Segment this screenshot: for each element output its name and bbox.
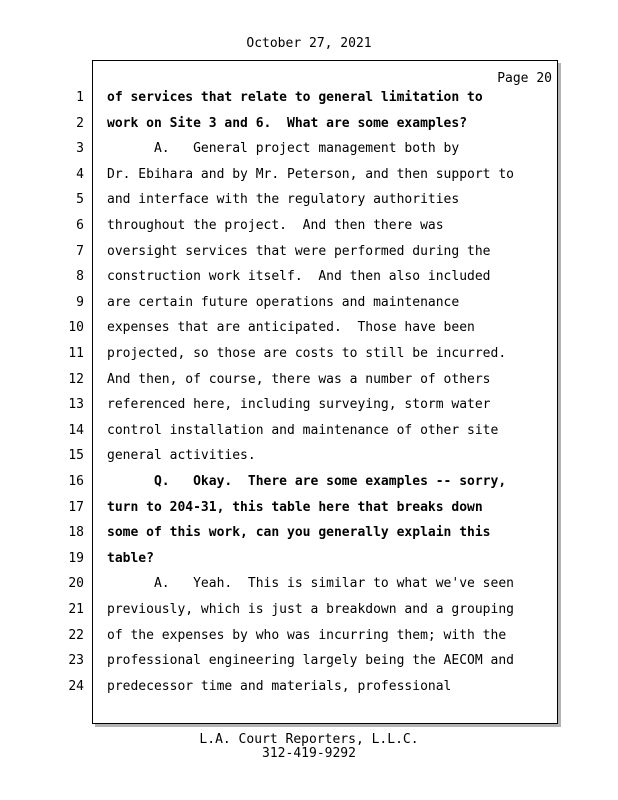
line-text: Dr. Ebihara and by Mr. Peterson, and then support to: [107, 166, 514, 182]
line-text: work on Site 3 and 6. What are some examples?: [107, 115, 468, 131]
line-text: And then, of course, there was a number of others: [107, 371, 491, 387]
footer-company: L.A. Court Reporters, L.L.C.: [199, 732, 419, 747]
transcript-line: [0, 551, 618, 577]
transcript-line: [0, 653, 618, 679]
line-number: 8: [76, 269, 84, 285]
line-number: 16: [68, 474, 84, 489]
transcript-line: [0, 295, 618, 321]
line-number: 5: [76, 192, 84, 208]
transcript-line: [0, 474, 618, 500]
line-text: general activities.: [107, 448, 256, 464]
line-number: 19: [68, 550, 84, 566]
line-text: oversight services that were performed during the: [107, 243, 491, 259]
transcript-line: [0, 525, 618, 551]
transcript-line: [0, 90, 618, 116]
footer: [0, 733, 618, 761]
transcript-line: [0, 423, 618, 449]
line-text: are certain future operations and maintenance: [107, 294, 460, 310]
line-number: 15: [68, 448, 84, 464]
line-text: expenses that are anticipated. Those have been: [107, 320, 475, 336]
line-number: 18: [68, 525, 84, 541]
transcript-line: [0, 346, 618, 372]
transcript-line: [0, 576, 618, 602]
line-number: 14: [68, 422, 84, 438]
line-number: 6: [76, 218, 84, 233]
line-number: 1: [76, 90, 84, 105]
line-number: 9: [76, 294, 84, 310]
transcript-line: [0, 372, 618, 398]
page-number: Page 20: [497, 71, 552, 86]
line-text: control installation and maintenance of other site: [107, 422, 499, 438]
transcript-line: [0, 244, 618, 270]
line-number: 24: [68, 678, 84, 694]
line-number: 2: [76, 115, 84, 131]
transcript-line: [0, 192, 618, 218]
line-number: 17: [68, 499, 84, 515]
line-number: 7: [76, 243, 84, 259]
transcript-line: [0, 628, 618, 654]
line-text: construction work itself. And then also included: [107, 269, 491, 285]
line-text: previously, which is just a breakdown and a grouping: [107, 602, 514, 617]
line-number: 12: [68, 371, 84, 387]
transcript-line: [0, 602, 618, 628]
line-text: referenced here, including surveying, storm water: [107, 397, 491, 413]
line-text: Q. Okay. There are some examples -- sorry,: [107, 474, 507, 489]
transcript-line: [0, 320, 618, 346]
transcript-line: [0, 448, 618, 474]
line-text: turn to 204-31, this table here that breaks down: [107, 499, 483, 515]
line-text: of the expenses by who was incurring them; with the: [107, 627, 507, 643]
line-text: predecessor time and materials, professional: [107, 678, 452, 694]
line-number: 21: [68, 602, 84, 617]
transcript-line: [0, 679, 618, 705]
line-text: and interface with the regulatory authorities: [107, 192, 460, 208]
line-number: 11: [68, 346, 84, 361]
transcript-line: [0, 141, 618, 167]
line-text: A. Yeah. This is similar to what we've seen: [107, 576, 514, 592]
line-number: 22: [68, 627, 84, 643]
line-number: 3: [76, 141, 84, 157]
transcript-line: [0, 500, 618, 526]
line-number: 23: [68, 653, 84, 669]
line-number: 10: [68, 320, 84, 336]
transcript-line: [0, 397, 618, 423]
footer-phone: 312-419-9292: [262, 746, 356, 761]
line-text: throughout the project. And then there was: [107, 218, 444, 233]
line-number: 13: [68, 397, 84, 413]
line-text: professional engineering largely being the AECOM and: [107, 653, 514, 669]
line-text: projected, so those are costs to still be incurred.: [107, 346, 507, 361]
line-text: some of this work, can you generally explain this: [107, 525, 491, 541]
line-text: table?: [107, 550, 154, 566]
transcript-line: [0, 116, 618, 142]
line-text: A. General project management both by: [107, 141, 460, 157]
transcript-line: [0, 167, 618, 193]
line-number: 4: [76, 166, 84, 182]
line-number: 20: [68, 576, 84, 592]
transcript-line: [0, 269, 618, 295]
transcript-date: October 27, 2021: [246, 36, 372, 51]
transcript-line: [0, 218, 618, 244]
line-text: of services that relate to general limitation to: [107, 90, 483, 105]
